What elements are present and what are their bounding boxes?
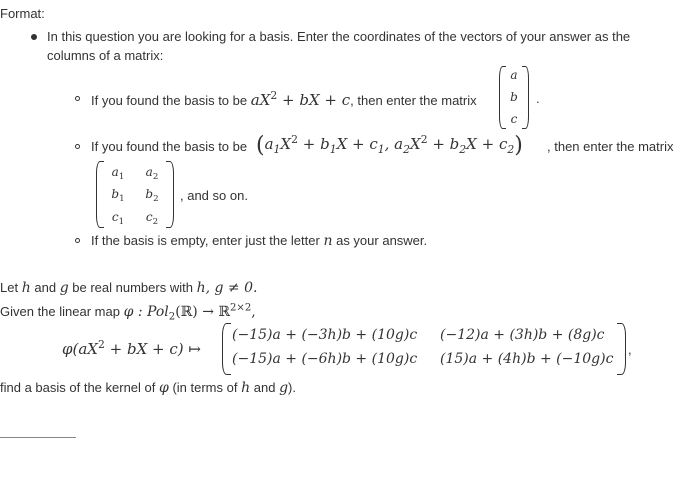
matrix-entry-12: (−12)a + (3h)b + (8g)c bbox=[440, 327, 605, 343]
format-heading: Format: bbox=[0, 6, 45, 21]
matrix-entry: $a_1$ bbox=[111, 165, 125, 183]
right-paren-icon bbox=[617, 323, 626, 375]
right-paren-icon bbox=[166, 161, 174, 228]
sub2-suffix: , then enter the matrix bbox=[547, 139, 674, 154]
problem-line-2: Given the linear map φ : Pol$_2$(ℝ) → ℝ$^{2\times 2}$, bbox=[0, 302, 256, 323]
sub1-end: . bbox=[536, 91, 540, 106]
map-lhs: $\varphi(aX^2$ + bX + c) ↦ bbox=[62, 338, 201, 358]
bullet-icon bbox=[31, 34, 37, 40]
sub-bullet-icon bbox=[75, 144, 80, 149]
problem-line-1: Let h and g be real numbers with h, g ≠ 0. bbox=[0, 280, 258, 296]
sub2-line bbox=[91, 139, 247, 154]
sub3-line: If the basis is empty, enter just the letter n as your answer. bbox=[91, 233, 428, 249]
sub2-basis-formula: ($a_1X^2 + b_1X + c_1$, $a_2X^2 + b_2X + c_2$) bbox=[256, 133, 523, 158]
matrix-entry: $c_2$ bbox=[145, 210, 159, 228]
matrix-entry-22: (15)a + (4h)b + (−10g)c bbox=[440, 351, 614, 367]
right-paren-icon bbox=[522, 66, 529, 129]
sub1-suffix: , then enter the matrix bbox=[350, 93, 477, 108]
problem-line-4: find a basis of the kernel of φ (in terms of h and g). bbox=[0, 380, 296, 396]
matrix-entry: $a_2$ bbox=[145, 165, 159, 183]
linear-map: φ : Pol$_2$(ℝ) → ℝ$^{2\times 2}$, bbox=[123, 302, 256, 323]
sub1-prefix: If you found the basis to be bbox=[91, 93, 248, 108]
left-paren-icon bbox=[499, 66, 506, 129]
sub-bullet-icon bbox=[75, 238, 80, 243]
matrix-entry-11: (−15)a + (−3h)b + (10g)c bbox=[232, 327, 418, 343]
sub2-prefix: If you found the basis to be bbox=[91, 139, 248, 154]
sub1-polynomial: $aX^2$ + bX + c bbox=[250, 89, 351, 109]
sub-bullet-icon bbox=[75, 96, 80, 101]
sub1-line bbox=[91, 91, 477, 109]
map-trailing-comma: , bbox=[628, 342, 632, 357]
sub2-end: , and so on. bbox=[180, 188, 248, 203]
matrix-entry-21: (−15)a + (−6h)b + (10g)c bbox=[232, 351, 418, 367]
matrix-entry: a bbox=[510, 68, 518, 82]
instruction-text-cont: columns of a matrix: bbox=[47, 48, 164, 63]
matrix-entry: $c_1$ bbox=[111, 210, 125, 228]
matrix-entry: b bbox=[510, 90, 518, 104]
answer-input-line[interactable] bbox=[0, 437, 76, 438]
matrix-entry: $b_1$ bbox=[111, 187, 125, 205]
matrix-entry: $b_2$ bbox=[145, 187, 159, 205]
letter-n: n bbox=[323, 233, 333, 249]
instruction-text: In this question you are looking for a basis. Enter the coordinates of the vectors of your answer as the bbox=[47, 29, 631, 44]
matrix-entry: c bbox=[510, 112, 518, 126]
left-paren-icon bbox=[96, 161, 104, 228]
left-paren-icon bbox=[222, 323, 231, 375]
